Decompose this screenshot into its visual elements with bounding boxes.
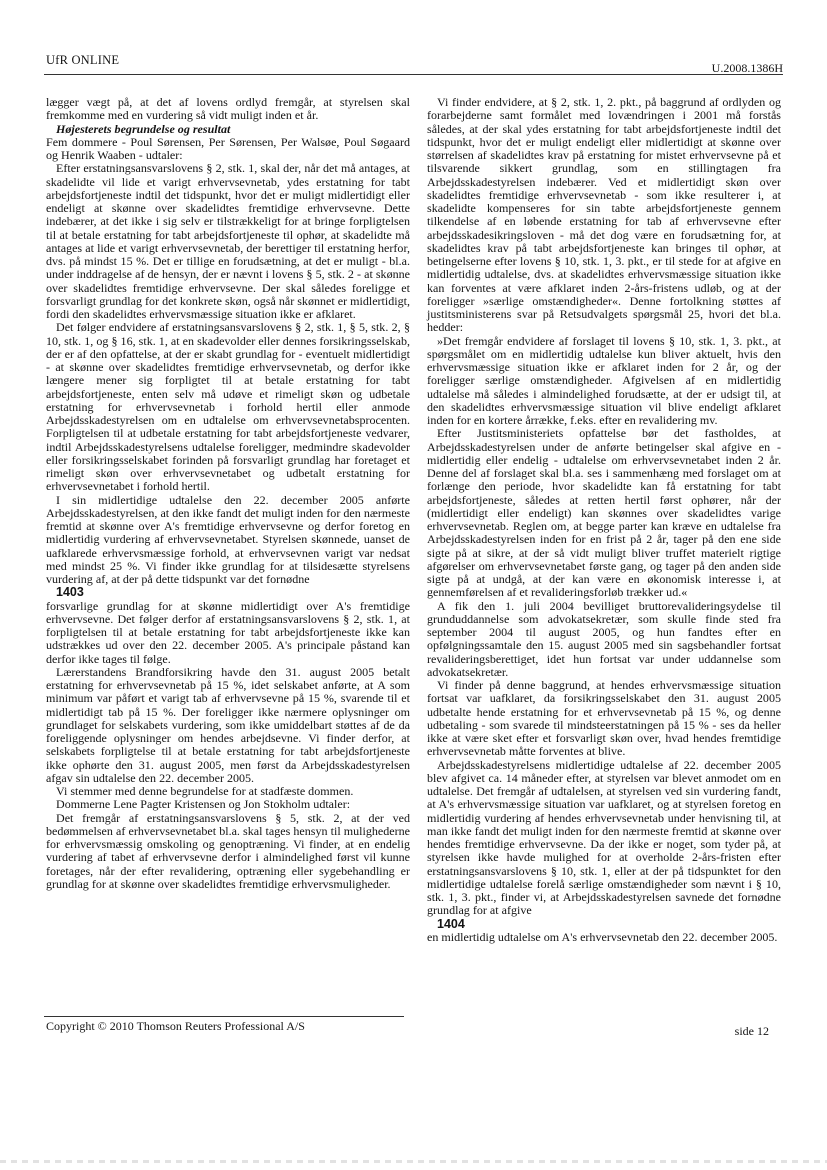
case-reference: U.2008.1386H xyxy=(711,61,783,75)
paragraph: Arbejdsskadestyrelsens midlertidige udtalelse af 22. december 2005 blev afgivet ca. 14 måneder efter, at styrelsen var blevet anmodet om en udtalelse. Det fremgår af udtalelsen, at styrelsen ved sin vurdering fandt, at A's erhvervsmæssige situation var uafklaret, og at styrelsen foretog en midlertidig vurdering af hendes erhvervsevnetab under henvisning til, at man ikke fandt det muligt inden for den nærmeste fremtid at skønne over hendes fremtidige erhvervsevne. Da der ikke er noget, som tyder på, at styrelsen ikke havde mulighed for at overholde 2-års-fristen efter erstatningsansvarslovens § 10, stk. 1, eller at der på tidspunktet for den midlertidige udtalelse forelå særlige omstændigheder som nævnt i § 10, stk. 1, 3. pkt., finder vi, at Arbejdsskadestyrelsen savnede det fornødne grundlag for at afgive xyxy=(427,757,781,918)
left-column xyxy=(46,96,410,891)
paragraph: I sin midlertidige udtalelse den 22. december 2005 anførte Arbejdsskadestyrelsen, at den ikke fandt det muligt inden for den nærmeste fremtid at skønne over A's fremtidige erhvervsevne og derfor foretog en midlertidig vurdering af erhvervsevnetabet. Styrelsen skønnede, uanset de uafklarede erhvervsmæssige forhold, at erhvervsevnen varigt var nedsat med mindst 25 %. Vi finder ikke grundlag for at tilsidesætte styrelsens vurdering af, at der på dette tidspunkt var det fornødne xyxy=(46,492,410,586)
paragraph: A fik den 1. juli 2004 bevilliget bruttorevalideringsydelse til grunduddannelse som advokatsekretær, som skulle finde sted fra september 2004 til august 2005, og hun fandtes efter en opfølgningssamtale den 15. august 2005 med sin sagsbehandler fortsat revalideringsberettiget, idet hun fortsat var under uddannelse som advokatsekretær. xyxy=(427,598,781,679)
paragraph: Vi finder endvidere, at § 2, stk. 1, 2. pkt., på baggrund af ordlyden og forarbejderne samt formålet med lovændringen i 2001 må forstås således, at der skal ydes erstatning for tabt arbejdsfortjeneste indtil det tidspunkt, hvor det er muligt endeligt eller midlertidigt at skønne over størrelsen af skadelidtes krav på erstatning for mistet erhvervsevne på et tilsvarende sikkert grundlag, som en stillingtagen fra Arbejdsskadestyrelsen indebærer. Ved et midlertidigt skøn over skadelidtes fremtidige erhvervsevnetab - som ikke resulterer i, at skadelidte kompenseres for sin tabte arbejdsfortjeneste gennem tilkendelse af en løbende erstatning for tab af erhvervsevne efter arbejdsskadesikringsloven - må det dog være en forudsætning for, at skadelidtes krav på tabt arbejdsfortjeneste kan bringes til ophør, at betingelserne efter lovens § 10, stk. 1, 3. pkt., er til stede for at afgive en midlertidig udtalelse, dvs. at skadelidtes erhvervsmæssige situation ikke kan forventes at være afklaret inden 2-års-fristens udløb, og at der foreligger »særlige omstændigheder«. Denne fortolkning støttes af justitsministerens svar på Retsudvalgets spørgsmål 25, hvori det bl.a. hedder: xyxy=(427,95,781,335)
paragraph: Dommerne Lene Pagter Kristensen og Jon Stokholm udtaler: xyxy=(56,797,351,812)
paragraph: Vi stemmer med denne begrundelse for at stadfæste dommen. xyxy=(56,784,354,798)
paragraph-continued: en midlertidig udtalelse om A's erhvervsevnetab den 22. december 2005. xyxy=(427,929,778,944)
paragraph-continued: forsvarlige grundlag for at skønne midlertidigt over A's fremtidige erhvervsevne. Det følger derfor af erstatningsansvarslovens § 2, stk. 1, at forpligtelsen til at betale erstatning for tabt arbejdsfortjeneste ikke kan udstrækkes ud over den 22. december 2005. A's principale påstand kan derfor ikke tages til følge. xyxy=(46,598,410,666)
intro-paragraph: lægger vægt på, at det af lovens ordlyd fremgår, at styrelsen skal fremkomme med en vurdering så vidt muligt inden et år. xyxy=(46,95,410,123)
quote-paragraph: Efter Justitsministeriets opfattelse bør det fastholdes, at Arbejdsskadestyrelsen under de anførte betingelser skal afgive en - midlertidig eller endelig - udtalelse om erhvervsevnetabet inden 2 år. Denne del af forslaget skal bl.a. ses i sammenhæng med forslaget om at forlænge den periode, hvor skadelidte kan få erstatning for tabt arbejdsfortjeneste, således at retten hertil først ophører, når der (midlertidigt eller endeligt) kan skønnes over skadelidtes varige erhvervsevnetab. Reglen om, at begge parter kan kræve en udtalelse fra Arbejdsskadestyrelsen inden for en frist på 2 år, tager på den ene side sigte på at sikre, at der så vidt muligt bliver truffet materielt rigtige afgørelser om erhvervsevnetabet første gang, og tager på den anden side sigte på at undgå, at der kan være en økonomisk interesse i, at gennemførelsen af et revalideringsforløb trækker ud.« xyxy=(427,426,781,600)
footer-rule xyxy=(44,1016,404,1017)
judges-line: Fem dommere - Poul Sørensen, Per Sørensen, Per Walsøe, Poul Søgaard og Henrik Waaben - udtaler: xyxy=(46,134,410,162)
scan-edge-artifact xyxy=(0,1160,827,1163)
paragraph: Vi finder på denne baggrund, at hendes erhvervsmæssige situation fortsat var uafklaret, da forsikringsselskabet den 31. august 2005 udbetalte hende erstatning for et erhvervsevnetab på 15 %, og denne udbetaling - som svarede til mindsteerstatningen på 15 % - ses da heller ikke at være sket efter et forsvarligt skøn over, hvad hendes fremtidige erhvervsevnetab måtte forventes at blive. xyxy=(427,678,781,759)
page-number: side 12 xyxy=(734,1024,769,1038)
page-marker: 1403 xyxy=(56,585,84,600)
copyright-notice: Copyright © 2010 Thomson Reuters Professional A/S xyxy=(46,1019,305,1033)
right-column xyxy=(427,96,781,944)
paragraph: Det følger endvidere af erstatningsansvarslovens § 2, stk. 1, § 5, stk. 2, § 10, stk. 1, og § 16, stk. 1, at en skadevolder eller dennes forsikringsselskab, der er af den opfattelse, at der er skabt grundlag for - eventuelt midlertidigt - at skønne over skadelidtes fremtidige erhvervsevnetab, og derfor ikke længere mener sig forpligtet til at betale erstatning for tabt arbejdsfortjeneste, enten selv må udøve et rimeligt skøn og udbetale erstatning for erhvervsevnetab i forhold hertil eller anmode Arbejdsskadestyrelsen om en udtalelse om erhvervsevnetabsprocenten. Forpligtelsen til at udbetale erstatning for tabt arbejdsfortjeneste vedvarer, indtil Arbejdsskadestyrelsens udtalelse foreligger, medmindre skadevolder eller forsikringsselskabet forinden på forsvarligt grundlag har foretaget et rimeligt skøn over erhvervsevnetabet og udbetalt erstatning for erhvervsevnetabet i forhold hertil. xyxy=(46,320,410,494)
paragraph: Lærerstandens Brandforsikring havde den 31. august 2005 betalt erstatning for erhvervsevnetab på 15 %, idet selskabet anførte, at A som minimum var påført et varigt tab af erhvervsevne på 15 %, svarende til et midlertidigt tab på 15 %. Der foreligger ikke nærmere oplysninger om grundlaget for selskabets vurdering, som ikke umiddelbart støttes af de da foreliggende oplysninger om hendes arbejdsevne. Vi finder derfor, at selskabets forpligtelse til at betale erstatning for tabt arbejdsfortjeneste ikke ophørte den 31. august 2005, men først da Arbejdsskadestyrelsen afgav sin udtalelse den 22. december 2005. xyxy=(46,664,410,785)
quote-paragraph: »Det fremgår endvidere af forslaget til lovens § 10, stk. 1, 3. pkt., at spørgsmålet om en midlertidig udtalelse kun bliver aktuelt, hvis den erhvervsmæssige situation ikke er afklaret inden for 2 år, og der foreligger særlige omstændigheder. Afgivelsen af en midlertidig udtalelse må således i almindelighed forudsætte, at der er udsigt til, at den skadelidtes erhvervsmæssige situation vil blive endeligt afklaret inden for en kortere årrække, f.eks. efter en revalidering mv. xyxy=(427,333,781,427)
header-rule xyxy=(44,74,783,75)
paragraph: Det fremgår af erstatningsansvarslovens § 5, stk. 2, at der ved bedømmelsen af erhvervsevnetabet bl.a. skal tages hensyn til mulighederne for erhvervsmæssig omskoling og genoptræning. Vi finder, at en endelig vurdering af tabet af erhvervsevne derfor i almindelighed først vil kunne foretages, når der efter revalidering, optræning eller sygebehandling er grundlag for at skønne over skadelidtes fremtidige erhvervsmuligheder. xyxy=(46,810,410,891)
section-heading: Højesterets begrundelse og resultat xyxy=(56,121,231,136)
publication-name: UfR ONLINE xyxy=(46,53,120,67)
page-marker: 1404 xyxy=(437,916,465,931)
paragraph: Efter erstatningsansvarslovens § 2, stk. 1, skal der, når det må antages, at skadelidte vil lide et varigt erhvervsevnetab, ydes erstatning for tabt arbejdsfortjeneste indtil det tidspunkt, hvor det er muligt midlertidigt eller endeligt at skønne over skadelidtes fremtidige erhvervsevne. Dette indebærer, at det ikke i sig selv er tilstrækkeligt for at bringe forpligtelsen til at betale erstatning for tabt arbejdsfortjeneste til ophør, at skadelidte må antages at lide et varigt erhvervsevnetab, der berettiger til erstatning herfor, dvs. på mindst 15 %. Det er tillige en forudsætning, at det er muligt - bl.a. under inddragelse af de hensyn, der er nævnt i lovens § 5, stk. 2 - at skønne over skadelidtes fremtidige erhvervsevne. Der skal således foreligge et forsvarligt grundlag for det konkrete skøn, også når skønnet er midlertidigt, fordi den skadelidtes erhvervsmæssige situation ikke er afklaret. xyxy=(46,161,410,321)
